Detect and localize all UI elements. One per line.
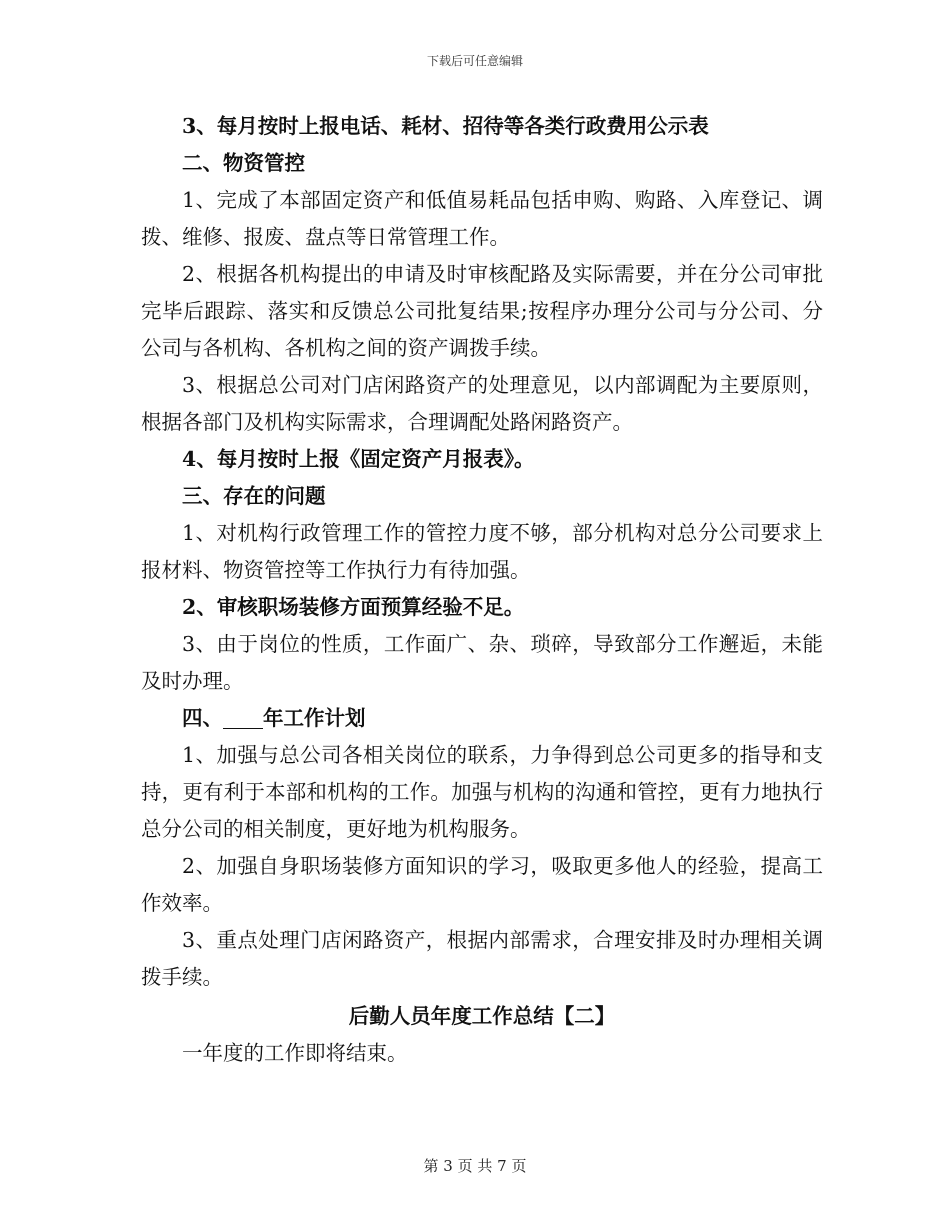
page-header: 下载后可任意编辑 [426,54,523,68]
paragraph: 2、根据各机构提出的申请及时审核配路及实际需要，并在分公司审批完毕后跟踪、落实和反馈总公司批复结果;按程序办理分公司与分公司、分公司与各机构、各机构之间的资产调拨手续。 [141,262,823,360]
paragraph: 4、每月按时上报《固定资产月报表》。 [182,447,535,471]
paragraph: 3、根据总公司对门店闲路资产的处理意见，以内部调配为主要原则，根据各部门及机构实际需求，合理调配处路闲路资产。 [141,373,823,434]
section-heading [141,700,823,737]
heading-suffix: 年工作计划 [263,706,366,730]
paragraph: 一年度的工作即将结束。 [182,1041,408,1065]
paragraph: 3、重点处理门店闲路资产，根据内部需求，合理安排及时办理相关调拨手续。 [141,928,823,989]
document-body [141,108,823,1072]
paragraph: 2、审核职场装修方面预算经验不足。 [182,595,525,619]
paragraph: 3、由于岗位的性质，工作面广、杂、琐碎，导致部分工作邂逅，未能及时办理。 [141,632,823,693]
blank-line [223,708,263,730]
paragraph: 1、完成了本部固定资产和低值易耗品包括申购、购路、入库登记、调拨、维修、报废、盘点等日常管理工作。 [141,188,823,249]
section-heading: 二、物资管控 [182,151,305,175]
paragraph: 2、加强自身职场装修方面知识的学习，吸取更多他人的经验，提高工作效率。 [141,854,823,915]
page-footer: 第 3 页 共 7 页 [423,1157,527,1175]
paragraph: 1、对机构行政管理工作的管控力度不够，部分机构对总分公司要求上报材料、物资管控等工作执行力有待加强。 [141,521,823,582]
section-heading: 三、存在的问题 [182,484,326,508]
paragraph: 3、每月按时上报电话、耗材、招待等各类行政费用公示表 [182,114,709,138]
paragraph: 1、加强与总公司各相关岗位的联系，力争得到总公司更多的指导和支持，更有利于本部和机构的工作。加强与机构的沟通和管控，更有力地执行总分公司的相关制度，更好地为机构服务。 [141,743,823,841]
section-title: 后勤人员年度工作总结【二】 [348,1004,616,1028]
heading-prefix: 四、 [182,706,223,730]
